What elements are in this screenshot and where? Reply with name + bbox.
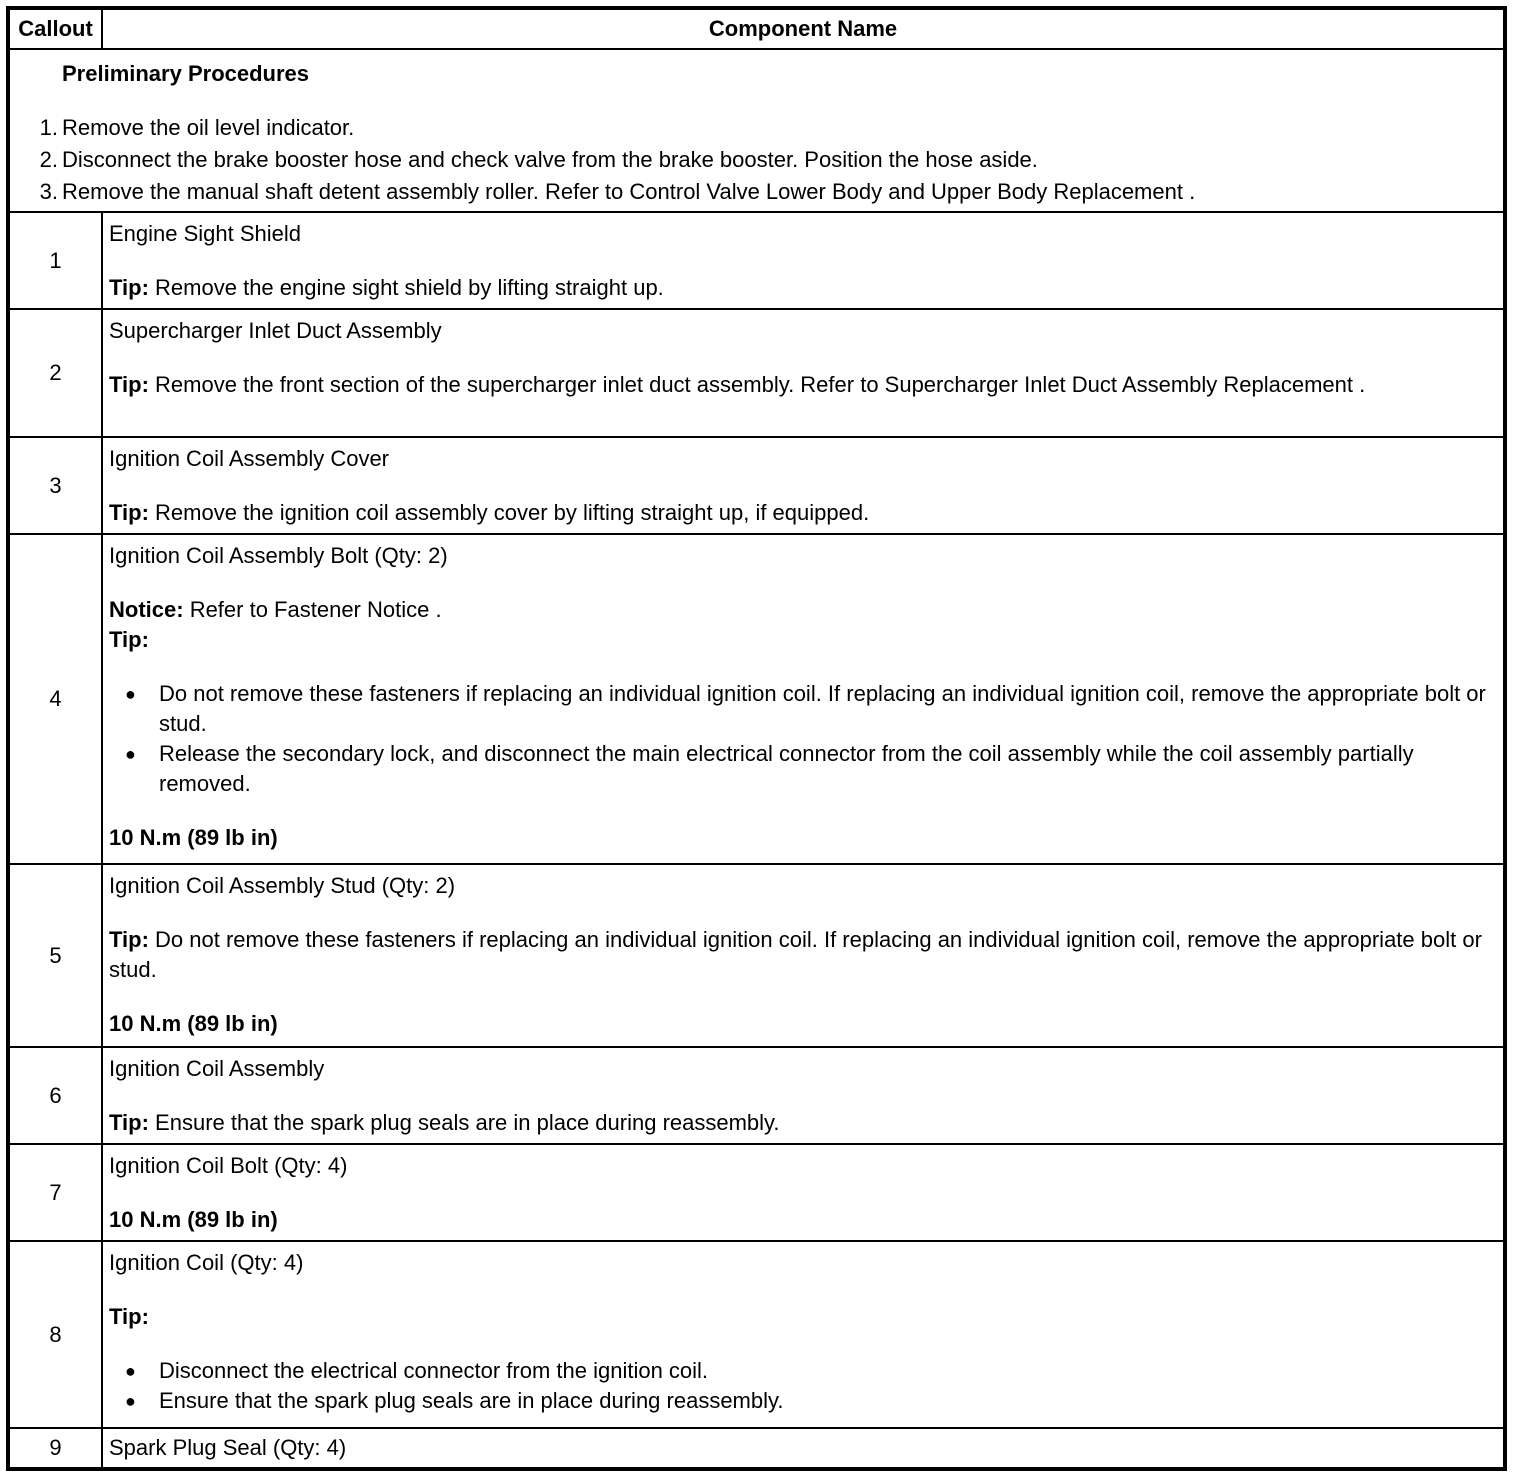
- component-name: Supercharger Inlet Duct Assembly: [109, 318, 442, 343]
- tip-bullets: [109, 679, 1497, 799]
- bullet-icon: ●: [125, 1391, 136, 1411]
- bullet-item: ● Disconnect the electrical connector from the ignition coil.: [125, 1356, 1497, 1386]
- callout-number: 4: [10, 535, 103, 863]
- callout-number: 9: [10, 1429, 103, 1467]
- table-row: [10, 863, 1503, 1046]
- component-name: Ignition Coil Bolt (Qty: 4): [109, 1153, 348, 1178]
- table-row: [10, 1240, 1503, 1427]
- header-component-name: Component Name: [708, 16, 898, 41]
- tip-bullets: [109, 1356, 1497, 1416]
- preliminary-step: 1. Remove the oil level indicator.: [39, 115, 355, 140]
- callout-number: 2: [10, 310, 103, 436]
- torque-spec: 10 N.m (89 lb in): [109, 1011, 278, 1036]
- bullet-icon: ●: [125, 1361, 136, 1381]
- callout-number: 6: [10, 1048, 103, 1143]
- preliminary-step: 3. Remove the manual shaft detent assembly roller. Refer to Control Valve Lower Body and Upper Body Replacement .: [39, 179, 1196, 204]
- table-row: [10, 436, 1503, 533]
- bullet-item: ● Release the secondary lock, and disconnect the main electrical connector from the coil assembly while the coil assembly partially removed.: [125, 739, 1497, 799]
- callout-number: 8: [10, 1242, 103, 1427]
- table-row: [10, 533, 1503, 863]
- component-table: [6, 6, 1507, 1471]
- bullet-item: ● Do not remove these fasteners if replacing an individual ignition coil. If replacing an individual ignition coil, remove the appropriate bolt or stud.: [125, 679, 1497, 739]
- preliminary-title: Preliminary Procedures: [62, 61, 310, 86]
- callout-number: 3: [10, 438, 103, 533]
- tip-label: Tip:: [109, 1304, 149, 1329]
- header-callout: Callout: [10, 10, 103, 48]
- bullet-icon: ●: [125, 684, 136, 704]
- tip: Tip: Remove the ignition coil assembly cover by lifting straight up, if equipped.: [109, 500, 870, 525]
- component-name: Engine Sight Shield: [109, 221, 302, 246]
- tip: Tip: Remove the engine sight shield by lifting straight up.: [109, 275, 664, 300]
- callout-number: 5: [10, 865, 103, 1046]
- component-name: Ignition Coil Assembly: [109, 1056, 325, 1081]
- table-row: [10, 308, 1503, 436]
- callout-number: 7: [10, 1145, 103, 1240]
- callout-number: 1: [10, 213, 103, 308]
- component-name: Ignition Coil (Qty: 4): [109, 1250, 304, 1275]
- preliminary-steps: [10, 112, 1503, 208]
- component-name: Ignition Coil Assembly Stud (Qty: 2): [109, 873, 456, 898]
- torque-spec: 10 N.m (89 lb in): [109, 1207, 278, 1232]
- tip: Tip: Ensure that the spark plug seals are in place during reassembly.: [109, 1110, 780, 1135]
- tip: Tip: Remove the front section of the supercharger inlet duct assembly. Refer to Supercharger Inlet Duct Assembly Replacement .: [109, 372, 1366, 397]
- tip: Tip: Do not remove these fasteners if replacing an individual ignition coil. If replacing an individual ignition coil, remove the appropriate bolt or stud.: [109, 927, 1482, 982]
- table-row: [10, 1143, 1503, 1240]
- notice: Notice: Refer to Fastener Notice .: [109, 597, 442, 622]
- preliminary-step: 2. Disconnect the brake booster hose and check valve from the brake booster. Position the hose aside.: [39, 147, 1038, 172]
- component-name: Ignition Coil Assembly Cover: [109, 446, 390, 471]
- table-row: [10, 211, 1503, 308]
- component-name: Spark Plug Seal (Qty: 4): [109, 1435, 347, 1460]
- preliminary-procedures: [10, 48, 1503, 211]
- bullet-item: ● Ensure that the spark plug seals are in place during reassembly.: [125, 1386, 1497, 1416]
- tip-label: Tip:: [109, 627, 149, 652]
- table-header: [10, 10, 1503, 48]
- torque-spec: 10 N.m (89 lb in): [109, 825, 278, 850]
- table-row: [10, 1046, 1503, 1143]
- component-name: Ignition Coil Assembly Bolt (Qty: 2): [109, 543, 448, 568]
- table-row: [10, 1427, 1503, 1467]
- bullet-icon: ●: [125, 744, 136, 764]
